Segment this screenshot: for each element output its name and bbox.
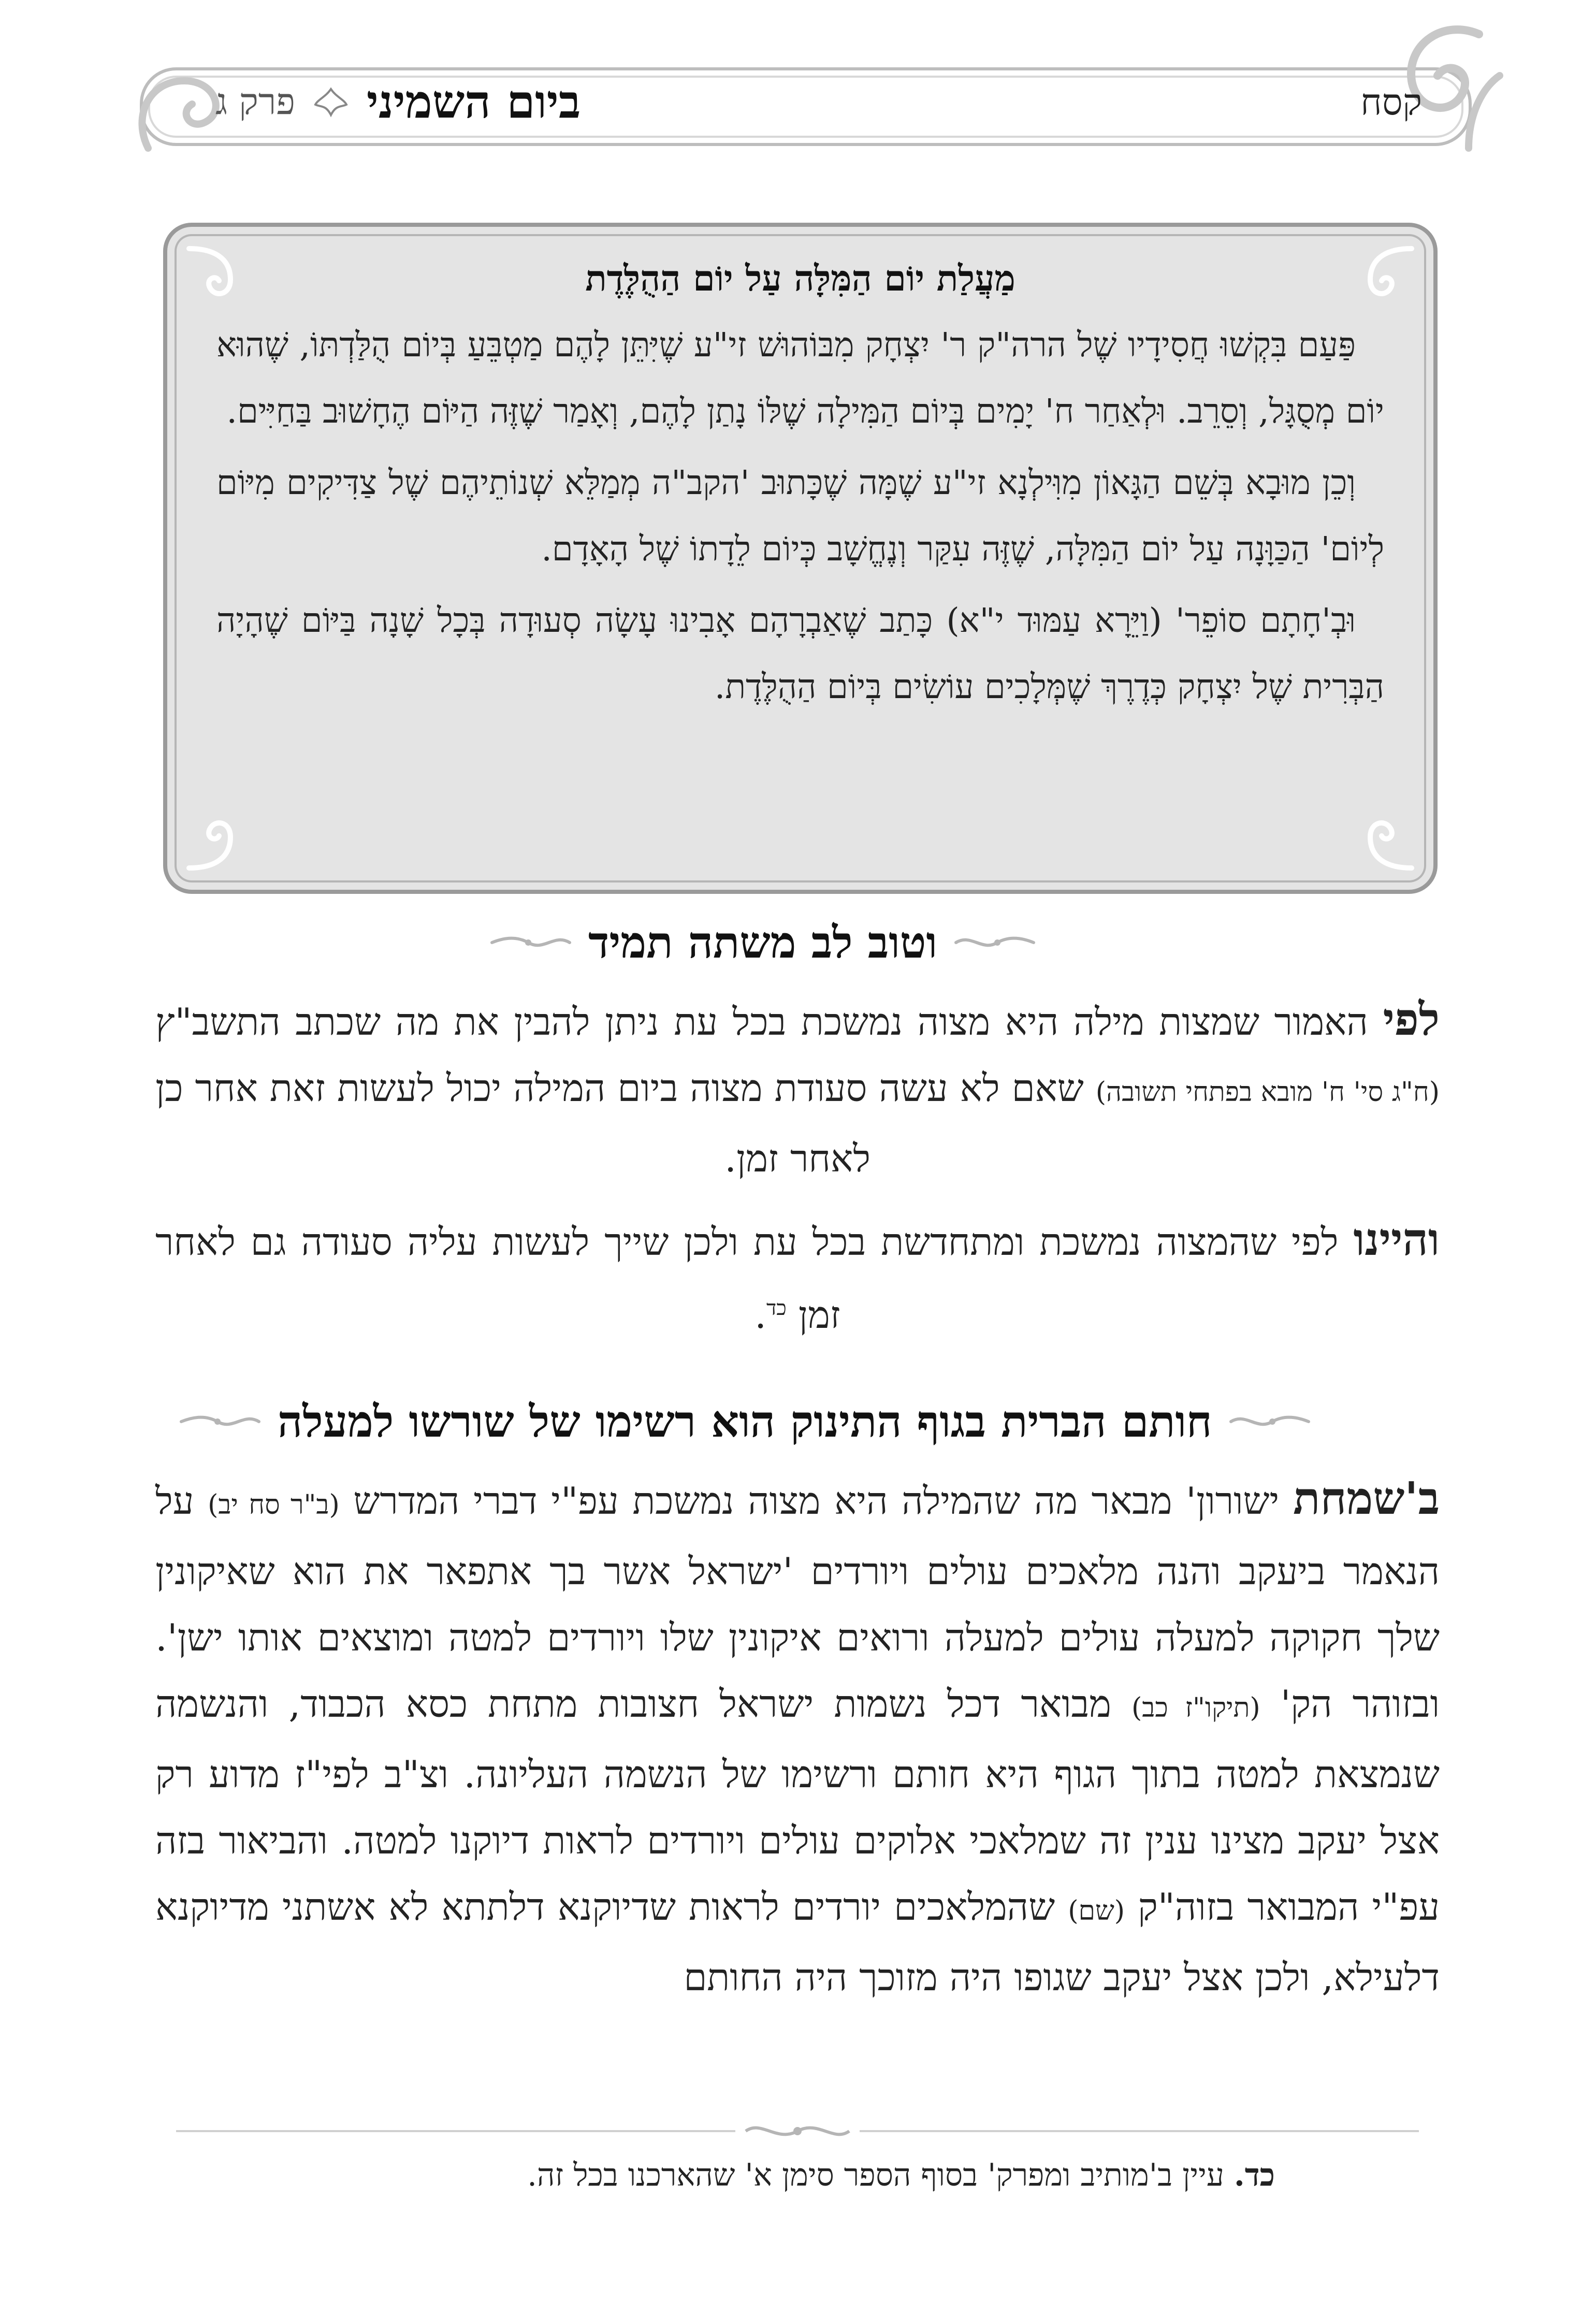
- footnote: [527, 2157, 1275, 2193]
- scroll-ornament-icon: [176, 1407, 264, 1436]
- paragraph-text: על הנאמר ביעקב והנה מלאכים עולים ויורדים 'ישראל אשר בך אתפאר את הוא שאיקונין שלך חקוקה למעלה עולים למעלה ורואים איקונין שלו ויורדים למטה ומוצאים אותו ישן'. ובזוהר הק': [155, 1479, 1440, 1726]
- header-title-group: [215, 75, 581, 129]
- running-header: [140, 67, 1472, 146]
- source-reference: (תיקו"ז כב): [1131, 1692, 1260, 1724]
- source-reference: (ח"ג סי' ח' מובא בפתחי תשובה): [1095, 1077, 1440, 1108]
- paragraph-lead-word: ב'שמחת: [1293, 1472, 1440, 1525]
- section-heading: [487, 917, 1039, 968]
- scroll-ornament-icon: [1226, 1407, 1314, 1436]
- scroll-ornament-icon: [487, 928, 575, 957]
- footnote-label: כד.: [1234, 2157, 1275, 2193]
- box-corner-ornament: [1339, 795, 1422, 878]
- source-reference: (ב"ר סח יב): [208, 1489, 340, 1521]
- paragraph-text: האמור שמצות מילה היא מצוה נמשכת בכל עת ניתן להבין את מה שכתב התשב"ץ: [155, 1000, 1368, 1044]
- story-box: [163, 223, 1438, 894]
- paragraph-text: מבואר דכל נשמות ישראל חצובות מתחת כסא הכבוד, והנשמה שנמצאת למטה בתוך הגוף היא חותם ורשימו של הנשמה העליונה. וצ"ב לפי"ז מדוע רק אצל יעקב מצינו ענין זה שמלאכי אלוקים עולים ויורדים לראות דיוקנו למטה. והביאור בזה עפ"י המבואר בזוה"ק: [155, 1682, 1440, 1929]
- box-paragraph: וְכֵן מוּבָא בְּשֵׁם הַגָּאוֹן מִוִּילְנָא זי"ע שֶׁמָּה שֶׁכָּתוּב 'הקב"ה מְמַלֵּא שְׁנוֹתֵיהֶם שֶׁל צַדִּיקִים מִיּוֹם לְיוֹם' הַכַּוָּנָה עַל יוֹם הַמִּלָּה, שֶׁזֶּה עִקַּר וְנֶחֱשָׁב כְּיוֹם לֵדָתוֹ שֶׁל הָאָדָם.: [216, 464, 1384, 569]
- source-reference: (שם): [1068, 1895, 1125, 1927]
- section-heading: [176, 1396, 1314, 1448]
- section-heading-text: וטוב לב משתה תמיד: [588, 917, 937, 968]
- book-title: ביום השמיני: [366, 75, 581, 128]
- paragraph-lead-word: לפי: [1383, 993, 1440, 1046]
- footnote-divider: [176, 2116, 1419, 2147]
- box-title: מַעֲלַת יוֹם הַמִּלָּה עַל יוֹם הַהֻלֶּדֶת: [585, 258, 1015, 299]
- paragraph-text: שאם לא עשה סעודת מצוה ביום המילה יכול לעשות זאת אחר כן לאחר זמן.: [155, 1066, 1084, 1180]
- section-heading-text: חותם הברית בגוף התינוק הוא רשימו של שורשו למעלה: [278, 1396, 1212, 1447]
- box-paragraph: פַּעַם בִּקְשׁוּ חֲסִידָיו שֶׁל הרה"ק ר' יִצְחָק מִבּוֹהוּשׁ זי"ע שֶׁיִּתֵּן לָהֶם מַטְבֵּעַ בְּיוֹם הֻלַּדְתּוֹ, שֶׁהוּא יוֹם מְסֻגָּל, וְסֵרֵב. וּלְאַחַר ח' יָמִים בְּיוֹם הַמִּילָה שֶׁלּוֹ נָתַן לָהֶם, וְאָמַר שֶׁזֶּה הַיּוֹם הֶחָשׁוּב בַּחַיִּים.: [216, 326, 1384, 431]
- paragraph-text: ישורון' מבאר מה שהמילה היא מצוה נמשכת עפ"י דברי המדרש: [353, 1479, 1280, 1523]
- paragraph-lead-word: והיינו: [1353, 1213, 1440, 1266]
- fleuron-ornament-icon: [313, 86, 349, 118]
- scroll-ornament-icon: [951, 928, 1039, 957]
- body-paragraph: [155, 1207, 1440, 1348]
- box-paragraph: וּבְ'חָתָם סוֹפֵר' (וַיֵּרָא עַמּוּד י"א) כָּתַב שֶׁאַבְרָהָם אָבִינוּ עָשָׂה סְעוּדָה בְּכָל שָׁנָה בַּיּוֹם שֶׁהָיָה הַבְּרִית שֶׁל יִצְחָק כְּדֶרֶךְ שֶׁמְּלָכִים עוֹשִׂים בְּיוֹם הַהֻלֶּדֶת.: [216, 601, 1384, 706]
- body-paragraph: [155, 987, 1440, 1192]
- body-paragraph: [155, 1466, 1440, 2010]
- paragraph-text: לפי שהמצוה נמשכת ומתחדשת בכל עת ולכן שייך לעשות עליה סעודה גם לאחר זמן: [155, 1220, 1339, 1337]
- footnote-marker[interactable]: כד: [766, 1296, 787, 1320]
- chapter-label: פרק ג: [215, 80, 295, 123]
- paragraph-text: שהמלאכים יורדים לראות שדיוקנא דלתתא לא אשתני מדיוקנא דלעילא, ולכן אצל יעקב שגופו היה מזוכך היה החותם: [155, 1885, 1440, 1999]
- footnote-text: עיין ב'מותיב ומפרק' בסוף הספר סימן א' שהארכנו בכל זה.: [527, 2157, 1224, 2193]
- page-number: קסח: [1360, 81, 1422, 123]
- box-corner-ornament: [179, 795, 262, 878]
- paragraph-text: .: [755, 1293, 767, 1337]
- box-paragraphs: [216, 312, 1384, 726]
